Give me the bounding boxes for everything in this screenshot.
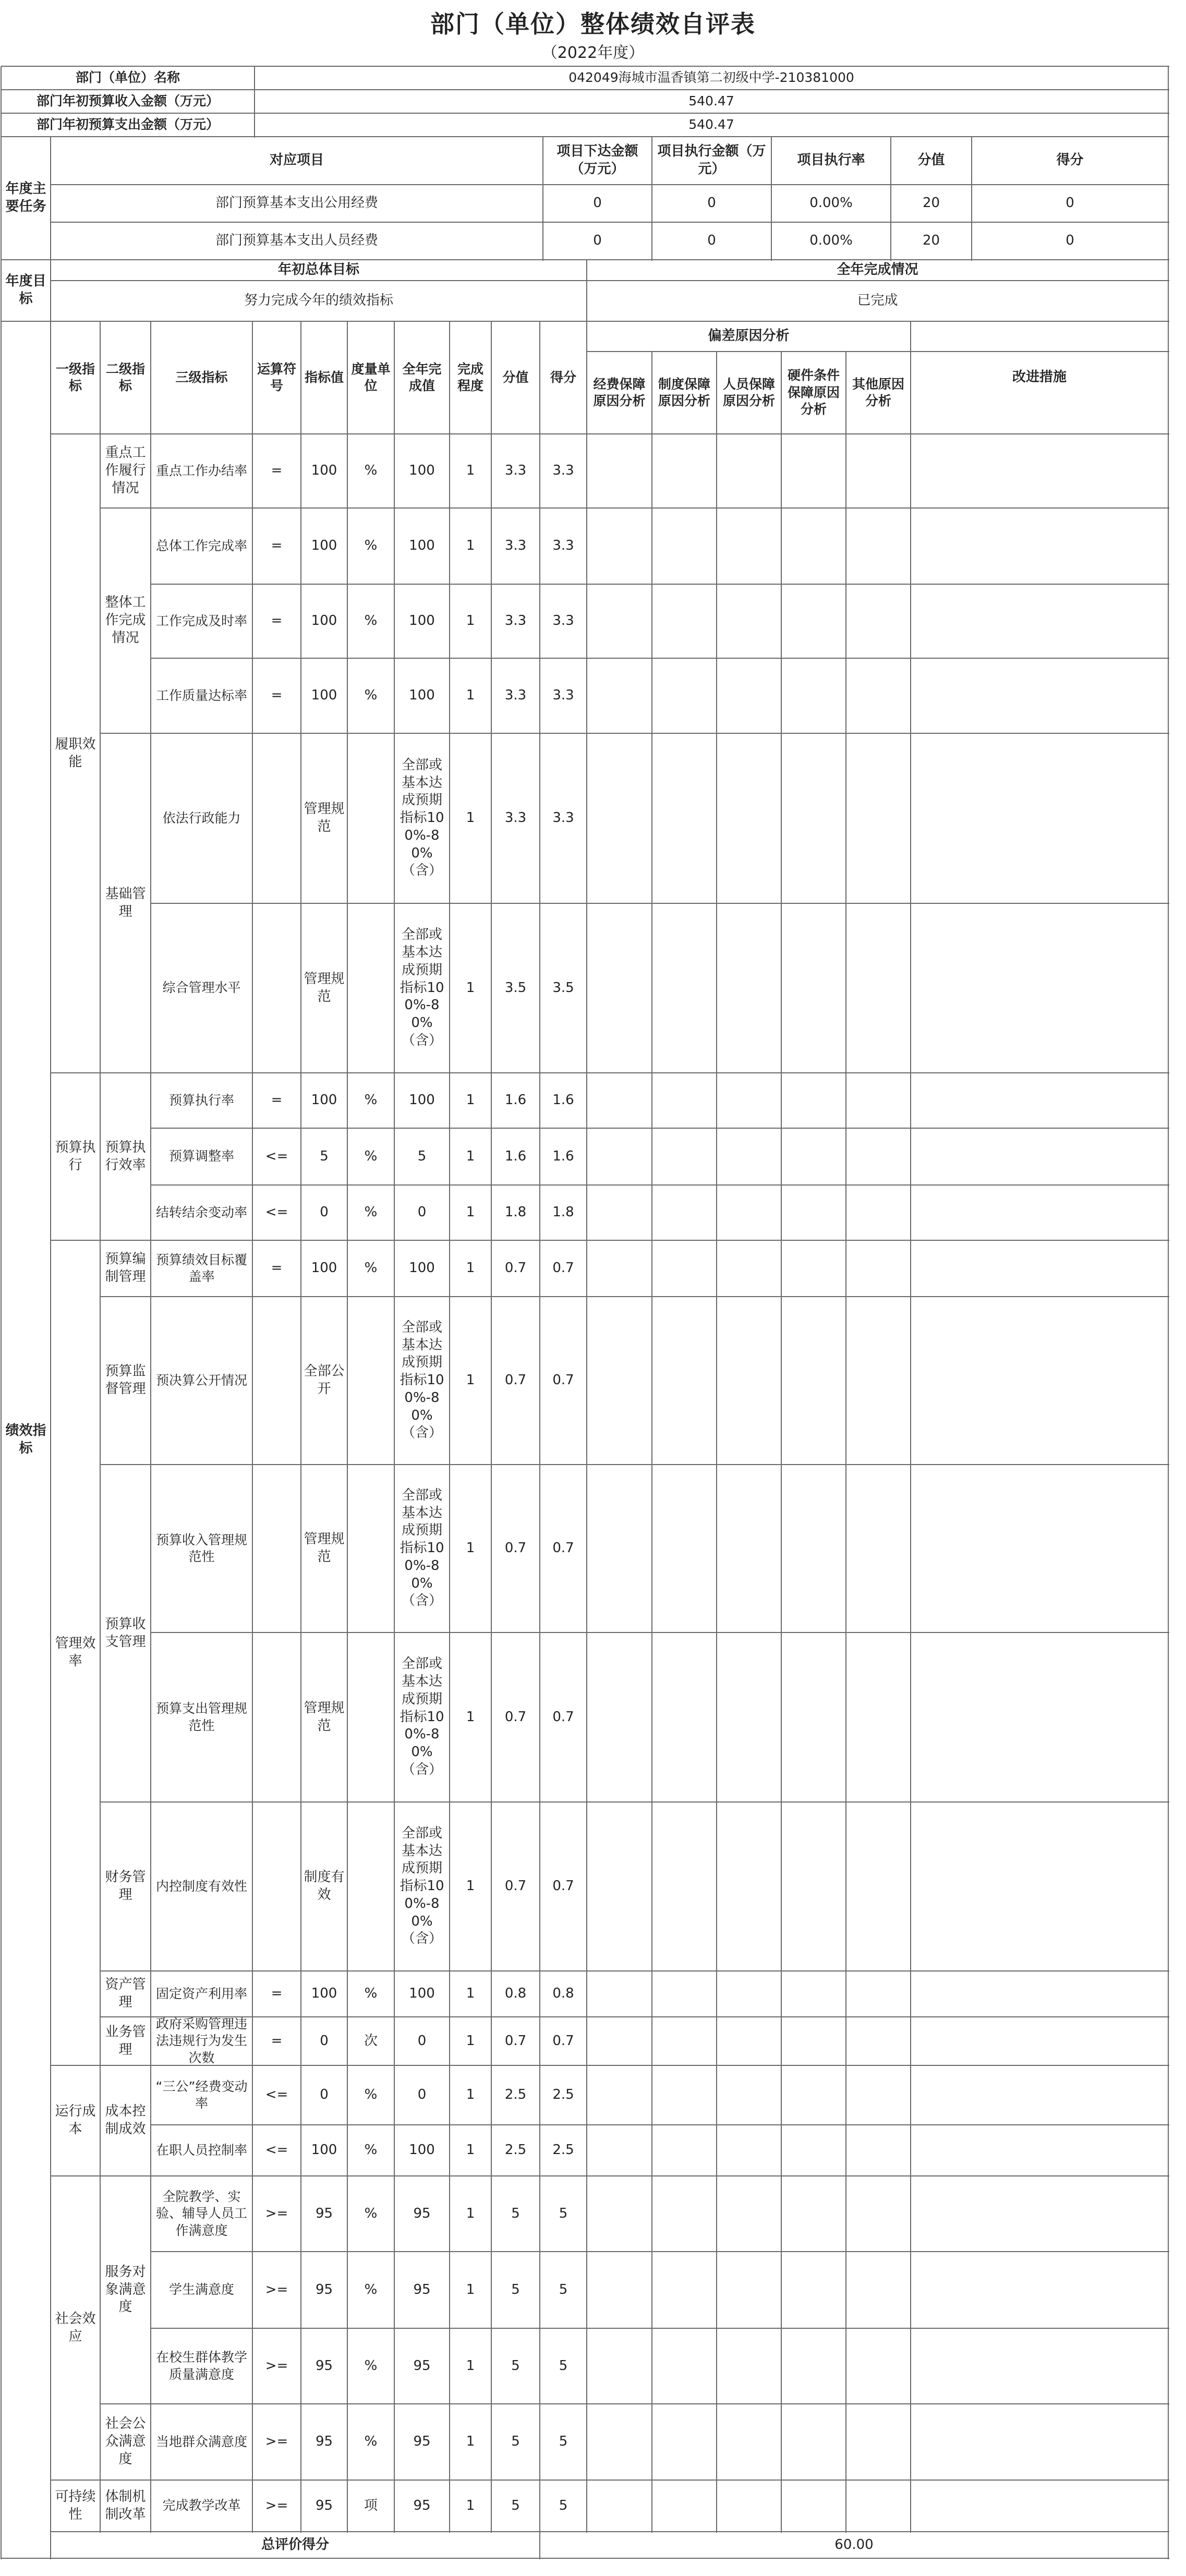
level2-indicator: 预算执行效率 bbox=[105, 1139, 146, 1173]
indicator-cell: <= bbox=[265, 2142, 288, 2158]
tasks-cell: 20 bbox=[922, 195, 940, 211]
goal-header: 全年完成情况 bbox=[837, 262, 918, 278]
indicator-cell: 1 bbox=[466, 2033, 475, 2049]
indicator-cell: 5 bbox=[511, 2205, 520, 2221]
indicator-cell: 1 bbox=[466, 1709, 475, 1725]
indicator-cell: 总体工作完成率 bbox=[155, 538, 247, 553]
indicator-cell: 1 bbox=[466, 810, 475, 826]
indicator-header: 三级指标 bbox=[175, 369, 228, 385]
indicator-cell: >= bbox=[265, 2434, 288, 2450]
indicator-cell: % bbox=[364, 538, 378, 554]
indicator-cell: 全部或基本达成预期指标100%-80%（含） bbox=[400, 1487, 444, 1609]
indicator-cell: 1.8 bbox=[504, 1204, 527, 1220]
indicator-cell: 100 bbox=[311, 613, 337, 629]
indicator-cell: 100 bbox=[409, 463, 435, 479]
indicator-cell: 1.6 bbox=[552, 1092, 574, 1108]
indicator-cell: 2.5 bbox=[504, 2087, 527, 2103]
indicator-cell: 100 bbox=[311, 1092, 337, 1108]
indicator-header: 分值 bbox=[502, 369, 529, 385]
level2-indicator: 业务管理 bbox=[105, 2024, 146, 2058]
indicator-cell: = bbox=[271, 1260, 283, 1276]
indicator-cell: 固定资产利用率 bbox=[155, 1986, 247, 2001]
indicator-cell: 1 bbox=[466, 1372, 475, 1388]
indicator-cell: 0.7 bbox=[504, 1260, 527, 1276]
indicator-cell bbox=[252, 1297, 301, 1465]
indicator-cell: 3.3 bbox=[552, 687, 574, 704]
indicator-cell: 0.7 bbox=[552, 1540, 574, 1556]
indicator-cell: 预算调整率 bbox=[168, 1148, 234, 1164]
indicator-cell: 5 bbox=[511, 2357, 520, 2374]
indicator-cell: <= bbox=[265, 1148, 288, 1164]
indicator-cell bbox=[252, 1802, 301, 1971]
indicator-cell: 100 bbox=[409, 687, 435, 704]
deviation-column: 人员保障原因分析 bbox=[722, 376, 775, 408]
indicator-cell: 依法行政能力 bbox=[162, 810, 241, 826]
indicator-cell: 0.7 bbox=[552, 2033, 574, 2049]
deviation-column: 经费保障原因分析 bbox=[593, 376, 646, 408]
indicator-cell: 全部或基本达成预期指标100%-80%（含） bbox=[400, 927, 444, 1048]
indicator-cell: 全部或基本达成预期指标100%-80%（含） bbox=[400, 1656, 444, 1777]
indicator-cell: % bbox=[364, 2357, 378, 2374]
indicator-cell: 95 bbox=[413, 2281, 431, 2297]
indicator-cell: = bbox=[271, 538, 283, 554]
tasks-cell: 0 bbox=[707, 195, 716, 211]
indicator-cell: 100 bbox=[409, 538, 435, 554]
indicator-cell: 0.7 bbox=[552, 1709, 574, 1725]
indicator-cell: % bbox=[364, 2087, 378, 2103]
indicator-cell: 2.5 bbox=[504, 2142, 527, 2158]
tasks-cell: 0 bbox=[707, 233, 716, 249]
indicator-cell: 0 bbox=[320, 2087, 329, 2103]
tasks-header: 项目执行金额（万元） bbox=[657, 143, 766, 177]
total-label: 总评价得分 bbox=[261, 2536, 329, 2553]
indicator-cell: % bbox=[364, 2142, 378, 2158]
indicator-cell: 100 bbox=[311, 538, 337, 554]
indicator-cell: 次 bbox=[364, 2033, 378, 2049]
level1-indicator: 可持续性 bbox=[55, 2488, 96, 2522]
indicator-cell: 预决算公开情况 bbox=[155, 1372, 247, 1388]
level1-indicator: 管理效率 bbox=[55, 1636, 96, 1669]
indicator-cell: 100 bbox=[311, 2142, 337, 2158]
indicator-cell: 管理规范 bbox=[304, 1531, 345, 1565]
indicator-cell: 政府采购管理违法违规行为发生次数 bbox=[155, 2016, 247, 2065]
indicator-cell: 1 bbox=[466, 2357, 475, 2374]
level2-indicator: 资产管理 bbox=[105, 1977, 146, 2010]
indicator-cell: 1 bbox=[466, 1092, 475, 1108]
indicator-cell bbox=[252, 903, 301, 1073]
indicator-cell: 100 bbox=[409, 1260, 435, 1276]
indicator-cell: 0.7 bbox=[552, 1878, 574, 1894]
indicator-cell: 全部或基本达成预期指标100%-80%（含） bbox=[400, 1825, 444, 1947]
indicator-cell: 0.7 bbox=[504, 1878, 527, 1894]
indicator-cell: 3.3 bbox=[504, 463, 527, 479]
tasks-cell: 0 bbox=[1066, 195, 1074, 211]
indicator-cell: 100 bbox=[311, 463, 337, 479]
indicator-cell: 管理规范 bbox=[304, 1700, 345, 1734]
grid-line bbox=[254, 66, 255, 138]
indicator-cell: 100 bbox=[409, 1986, 435, 2002]
indicator-cell: 3.3 bbox=[552, 463, 574, 479]
level1-indicator: 履职效能 bbox=[55, 736, 96, 770]
indicator-cell: 0.7 bbox=[504, 1709, 527, 1725]
indicator-cell: 1 bbox=[466, 2142, 475, 2158]
indicator-cell: 95 bbox=[315, 2497, 333, 2513]
indicator-cell: % bbox=[364, 1092, 378, 1108]
indicator-cell bbox=[252, 1632, 301, 1802]
indicator-cell: 100 bbox=[311, 687, 337, 704]
indicator-cell: 0 bbox=[417, 1204, 427, 1220]
indicator-cell: 95 bbox=[413, 2497, 431, 2513]
indicator-header: 指标值 bbox=[304, 369, 344, 385]
goal-header: 年初总体目标 bbox=[277, 262, 359, 278]
indicator-cell: 1 bbox=[466, 979, 475, 996]
indicator-cell bbox=[347, 903, 394, 1073]
indicator-cell: 重点工作办结率 bbox=[155, 463, 247, 478]
indicator-header: 二级指标 bbox=[105, 361, 145, 393]
indicator-cell: 5 bbox=[559, 2357, 568, 2374]
indicator-cell: % bbox=[364, 2281, 378, 2297]
tasks-cell: 0 bbox=[593, 195, 602, 211]
indicator-cell: <= bbox=[265, 2087, 288, 2103]
indicator-cell bbox=[347, 1632, 394, 1802]
indicator-cell: 5 bbox=[559, 2205, 568, 2221]
level2-indicator: 预算编制管理 bbox=[105, 1251, 146, 1285]
indicator-cell: >= bbox=[265, 2281, 288, 2297]
indicator-cell: 1.6 bbox=[504, 1092, 527, 1108]
indicator-cell: 2.5 bbox=[552, 2087, 574, 2103]
tasks-cell: 0.00% bbox=[809, 233, 853, 249]
indicator-cell: 5 bbox=[511, 2281, 520, 2297]
indicator-cell: 1 bbox=[466, 1204, 475, 1220]
indicator-cell: 1 bbox=[466, 2281, 475, 2297]
level2-indicator: 基础管理 bbox=[105, 886, 146, 920]
deviation-column: 硬件条件保障原因分析 bbox=[787, 368, 840, 417]
indicator-cell: <= bbox=[265, 1204, 288, 1220]
grid-line bbox=[910, 321, 911, 2533]
grid-line bbox=[1168, 66, 1169, 2559]
indicator-cell: 0 bbox=[320, 1204, 329, 1220]
indicator-cell bbox=[347, 1802, 394, 1971]
level2-indicator: 预算监督管理 bbox=[105, 1363, 146, 1397]
level2-indicator: 整体工作完成情况 bbox=[105, 595, 146, 646]
grid-line bbox=[651, 352, 652, 2533]
indicator-cell: 预算支出管理规范性 bbox=[155, 1701, 247, 1733]
indicator-cell: 100 bbox=[311, 1260, 337, 1276]
indicator-cell: 0.8 bbox=[504, 1986, 527, 2002]
indicator-cell: 3.3 bbox=[552, 538, 574, 554]
indicator-cell: 1 bbox=[466, 1878, 475, 1894]
indicator-cell: 5 bbox=[559, 2497, 568, 2513]
indicator-cell: 预算执行率 bbox=[168, 1092, 234, 1108]
level2-indicator: 财务管理 bbox=[105, 1869, 146, 1903]
info-value: 042049海城市温香镇第二初级中学-210381000 bbox=[568, 70, 854, 86]
improve-header: 改进措施 bbox=[1012, 369, 1067, 385]
indicator-cell: 5 bbox=[511, 2497, 520, 2513]
indicator-header: 度量单位 bbox=[351, 361, 391, 393]
section-label-tasks: 年度主要任务 bbox=[5, 181, 46, 214]
page-title: 部门（单位）整体绩效自评表 bbox=[430, 10, 756, 38]
indicator-cell bbox=[252, 1465, 301, 1632]
indicator-cell: 1 bbox=[466, 2087, 475, 2103]
indicator-cell: 1 bbox=[466, 2434, 475, 2450]
indicator-cell: 1 bbox=[466, 463, 475, 479]
indicator-cell: 1 bbox=[466, 1540, 475, 1556]
indicator-cell: % bbox=[364, 463, 378, 479]
deviation-column: 其他原因分析 bbox=[852, 376, 904, 408]
level2-indicator: 体制机制改革 bbox=[105, 2488, 146, 2522]
section-label-indicators: 绩效指标 bbox=[5, 1422, 46, 1456]
indicator-cell: 3.5 bbox=[504, 979, 527, 996]
indicator-cell: 5 bbox=[559, 2281, 568, 2297]
indicator-cell: 管理规范 bbox=[304, 801, 345, 835]
goal-value: 已完成 bbox=[857, 293, 898, 309]
indicator-cell: 全部公开 bbox=[304, 1363, 345, 1397]
indicator-cell: 3.3 bbox=[504, 538, 527, 554]
tasks-cell: 0 bbox=[1066, 233, 1074, 249]
indicator-cell: >= bbox=[265, 2205, 288, 2221]
indicator-cell: 95 bbox=[315, 2357, 333, 2374]
indicator-cell: 3.5 bbox=[552, 979, 574, 996]
level1-indicator: 运行成本 bbox=[55, 2103, 96, 2137]
indicator-cell: % bbox=[364, 613, 378, 629]
indicator-cell: 0.7 bbox=[504, 1372, 527, 1388]
indicator-cell: 2.5 bbox=[552, 2142, 574, 2158]
indicator-cell: 1 bbox=[466, 538, 475, 554]
deviation-column: 制度保障原因分析 bbox=[658, 376, 710, 408]
grid-line bbox=[716, 352, 717, 2533]
indicator-cell: 3.3 bbox=[504, 810, 527, 826]
tasks-cell: 0.00% bbox=[809, 195, 853, 211]
tasks-header: 分值 bbox=[917, 152, 945, 168]
page-subtitle: （2022年度） bbox=[541, 44, 645, 62]
indicator-cell: >= bbox=[265, 2497, 288, 2513]
info-label: 部门（单位）名称 bbox=[75, 70, 180, 86]
indicator-cell: 1.6 bbox=[504, 1148, 527, 1164]
indicator-header: 完成程度 bbox=[457, 361, 483, 393]
indicator-cell: 5 bbox=[417, 1148, 427, 1164]
indicator-cell: 项 bbox=[364, 2497, 378, 2513]
level2-indicator: 重点工作履行情况 bbox=[105, 445, 146, 496]
indicator-cell: 预算绩效目标覆盖率 bbox=[155, 1252, 247, 1284]
indicator-cell: % bbox=[364, 1204, 378, 1220]
indicator-cell: 95 bbox=[413, 2205, 431, 2221]
indicator-cell: 95 bbox=[413, 2357, 431, 2374]
indicator-cell: 95 bbox=[413, 2434, 431, 2450]
indicator-cell: 在校生群体教学质量满意度 bbox=[155, 2350, 247, 2382]
indicator-cell: 0.7 bbox=[504, 1540, 527, 1556]
indicator-cell: 100 bbox=[409, 1092, 435, 1108]
indicator-cell: >= bbox=[265, 2357, 288, 2374]
grid-line bbox=[845, 352, 846, 2533]
indicator-cell: 内控制度有效性 bbox=[155, 1878, 247, 1894]
indicator-cell: 完成教学改革 bbox=[162, 2498, 241, 2513]
level1-indicator: 预算执行 bbox=[55, 1139, 96, 1173]
indicator-cell: 0.7 bbox=[552, 1260, 574, 1276]
indicator-cell: 5 bbox=[320, 1148, 329, 1164]
indicator-header: 运算符号 bbox=[257, 361, 296, 393]
level2-indicator: 成本控制成效 bbox=[105, 2103, 146, 2137]
tasks-header: 对应项目 bbox=[269, 152, 324, 168]
info-label: 部门年初预算收入金额（万元） bbox=[36, 93, 219, 109]
info-label: 部门年初预算支出金额（万元） bbox=[36, 117, 219, 132]
indicator-header: 得分 bbox=[550, 369, 576, 385]
indicator-cell: 综合管理水平 bbox=[162, 980, 241, 996]
indicator-cell: 1.8 bbox=[552, 1204, 574, 1220]
indicator-cell: = bbox=[271, 2033, 283, 2049]
indicator-cell: 0.7 bbox=[552, 1372, 574, 1388]
indicator-cell: 0.7 bbox=[504, 2033, 527, 2049]
indicator-cell: 100 bbox=[311, 1986, 337, 2002]
indicator-cell: 工作质量达标率 bbox=[155, 687, 247, 703]
indicator-cell: 1 bbox=[466, 613, 475, 629]
indicator-cell: 工作完成及时率 bbox=[155, 613, 247, 628]
indicator-cell: 3.3 bbox=[552, 810, 574, 826]
deviation-header: 偏差原因分析 bbox=[708, 328, 790, 344]
indicator-cell: 1.6 bbox=[552, 1148, 574, 1164]
indicator-header: 全年完成值 bbox=[402, 361, 442, 393]
indicator-cell bbox=[347, 1465, 394, 1632]
indicator-cell: % bbox=[364, 1148, 378, 1164]
indicator-cell: 当地群众满意度 bbox=[155, 2434, 247, 2449]
tasks-cell: 部门预算基本支出公用经费 bbox=[215, 195, 378, 211]
level1-indicator: 社会效应 bbox=[55, 2311, 96, 2344]
indicator-cell: 管理规范 bbox=[304, 971, 345, 1005]
indicator-cell: “三公”经费变动率 bbox=[155, 2078, 248, 2111]
section-label-goal: 年度目标 bbox=[5, 273, 46, 307]
indicator-cell: 0 bbox=[320, 2033, 329, 2049]
indicator-cell: 0 bbox=[417, 2087, 427, 2103]
indicator-cell: 3.3 bbox=[504, 613, 527, 629]
tasks-header: 项目下达金额（万元） bbox=[556, 143, 638, 177]
indicator-cell: 全部或基本达成预期指标100%-80%（含） bbox=[400, 1319, 444, 1441]
indicator-cell: 全院教学、实验、辅导人员工作满意度 bbox=[155, 2188, 247, 2238]
tasks-cell: 部门预算基本支出人员经费 bbox=[215, 233, 378, 249]
indicator-cell: = bbox=[271, 687, 283, 704]
indicator-cell: 95 bbox=[315, 2281, 333, 2297]
indicator-cell: 3.3 bbox=[504, 687, 527, 704]
level2-indicator: 社会公众满意度 bbox=[105, 2416, 146, 2467]
indicator-cell: 1 bbox=[466, 1986, 475, 2002]
indicator-cell bbox=[347, 733, 394, 903]
indicator-cell: 制度有效 bbox=[304, 1869, 345, 1903]
indicator-cell: 1 bbox=[466, 2497, 475, 2513]
indicator-cell: 1 bbox=[466, 687, 475, 704]
indicator-cell: 0.8 bbox=[552, 1986, 574, 2002]
indicator-cell: 1 bbox=[466, 1148, 475, 1164]
tasks-header: 项目执行率 bbox=[797, 152, 865, 168]
indicator-cell: = bbox=[271, 1092, 283, 1108]
indicator-cell: % bbox=[364, 1260, 378, 1276]
indicator-cell: 结转结余变动率 bbox=[155, 1204, 247, 1220]
level2-indicator: 服务对象满意度 bbox=[105, 2264, 146, 2315]
info-value: 540.47 bbox=[688, 93, 734, 109]
indicator-cell: 学生满意度 bbox=[168, 2282, 234, 2297]
indicator-cell bbox=[347, 1297, 394, 1465]
indicator-cell: 在职人员控制率 bbox=[155, 2142, 247, 2158]
indicator-cell: = bbox=[271, 1986, 283, 2002]
indicator-cell: % bbox=[364, 2434, 378, 2450]
indicator-cell: = bbox=[271, 613, 283, 629]
tasks-cell: 0 bbox=[593, 233, 602, 249]
indicator-cell: 1 bbox=[466, 1260, 475, 1276]
indicator-cell: % bbox=[364, 2205, 378, 2221]
indicator-cell: = bbox=[271, 463, 283, 479]
indicator-cell: 100 bbox=[409, 2142, 435, 2158]
indicator-cell: 3.3 bbox=[552, 613, 574, 629]
tasks-header: 得分 bbox=[1056, 152, 1084, 168]
indicator-cell: 0 bbox=[417, 2033, 427, 2049]
indicator-cell: 95 bbox=[315, 2205, 333, 2221]
tasks-cell: 20 bbox=[922, 233, 940, 249]
indicator-cell: % bbox=[364, 687, 378, 704]
indicator-cell: 95 bbox=[315, 2434, 333, 2450]
indicator-cell: 100 bbox=[409, 613, 435, 629]
indicator-cell: 预算收入管理规范性 bbox=[155, 1532, 247, 1564]
info-value: 540.47 bbox=[688, 117, 734, 132]
indicator-header: 一级指标 bbox=[55, 361, 95, 393]
indicator-cell: 全部或基本达成预期指标100%-80%（含） bbox=[400, 757, 444, 879]
indicator-cell bbox=[252, 733, 301, 903]
goal-value: 努力完成今年的绩效指标 bbox=[244, 293, 393, 309]
indicator-cell: 1 bbox=[466, 2205, 475, 2221]
level2-indicator: 预算收支管理 bbox=[105, 1616, 146, 1650]
indicator-cell: 5 bbox=[559, 2434, 568, 2450]
indicator-cell: % bbox=[364, 1986, 378, 2002]
grid-line bbox=[781, 352, 782, 2533]
indicator-cell: 5 bbox=[511, 2434, 520, 2450]
total-value: 60.00 bbox=[834, 2536, 874, 2553]
